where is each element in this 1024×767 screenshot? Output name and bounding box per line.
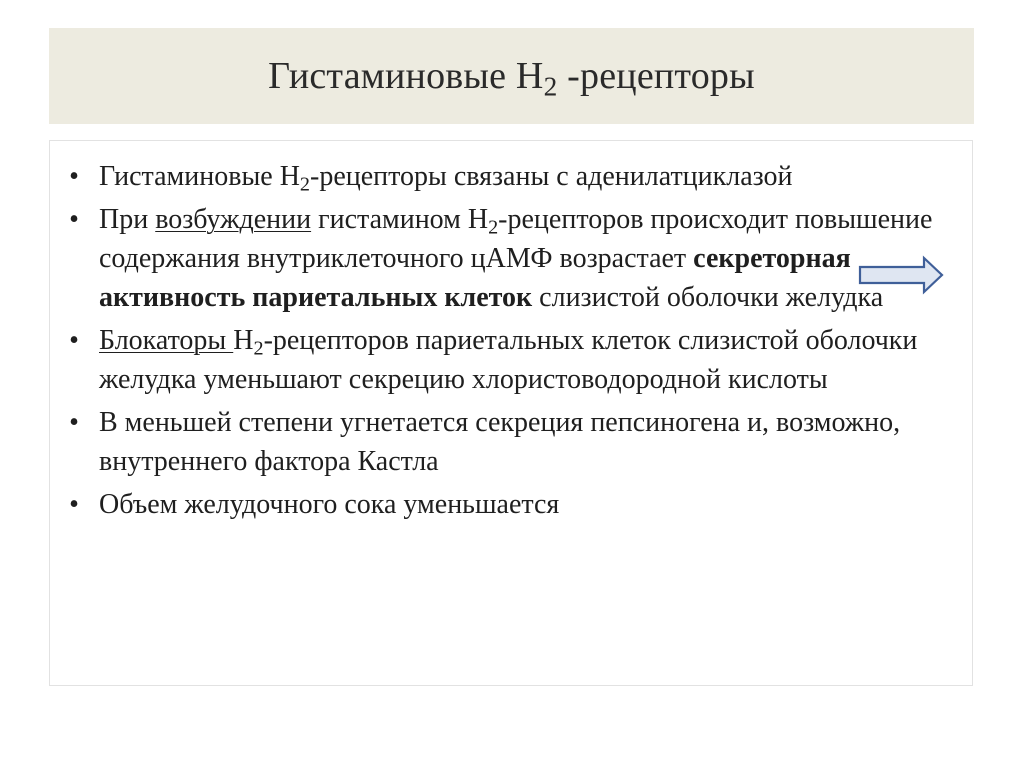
bullet-dot: • [69,489,79,520]
bullet-4-text: В меньшей степени угнетается секреция пепсиногена и, возможно, внутреннего фактора Кастла [99,407,901,477]
bullet-item-5 [64,485,954,524]
title-subscript: 2 [543,71,558,102]
slide-title [268,54,755,102]
bullet-dot: • [69,325,79,356]
right-arrow-icon [858,255,944,295]
bullet-dot: • [69,407,79,438]
bullet-2-text-start: При [99,204,156,235]
bullet-item-3 [64,321,954,399]
bullet-item-4 [64,403,954,481]
bullet-dot: • [69,204,79,235]
arrow-shape [860,258,942,292]
bullet-item-1 [64,157,954,196]
content-area [49,140,973,686]
bullet-1-text-rest: -рецепторы связаны с аденилатциклазой [310,161,793,192]
bullet-1-subscript: 2 [299,173,310,196]
bullet-1-text: Гистаминовые Н [99,161,300,192]
bullet-5-text: Объем желудочного сока уменьшается [99,489,560,520]
bullet-2-text-cont: -рецепторов происходит повышение содержания внутриклеточного цАМФ [99,204,933,274]
bullet-2-text: гистамином Н [311,204,489,235]
title-rest: -рецепторы [557,55,755,97]
bullet-3-underlined: Блокаторы [99,325,234,356]
title-bar [49,28,974,124]
bullet-list [64,157,954,528]
bullet-3-text: Н [233,325,254,356]
bullet-2-subscript: 2 [488,216,499,239]
bullet-2-bold: секреторная активность париетальных клеток [99,243,851,313]
bullet-2-text-end: слизистой оболочки желудка [532,282,884,313]
bullet-3-subscript: 2 [253,337,264,360]
bullet-2-underlined: возбуждении [155,204,312,235]
bullet-3-text-rest: -рецепторов париетальных клеток слизистой оболочки желудка уменьшают секрецию хлористоводородной кислоты [99,325,918,395]
bullet-item-2 [64,200,954,317]
bullet-dot: • [69,161,79,192]
bullet-2-text-after-arrow: возрастает [552,243,694,274]
title-main: Гистаминовые Н [268,55,544,97]
